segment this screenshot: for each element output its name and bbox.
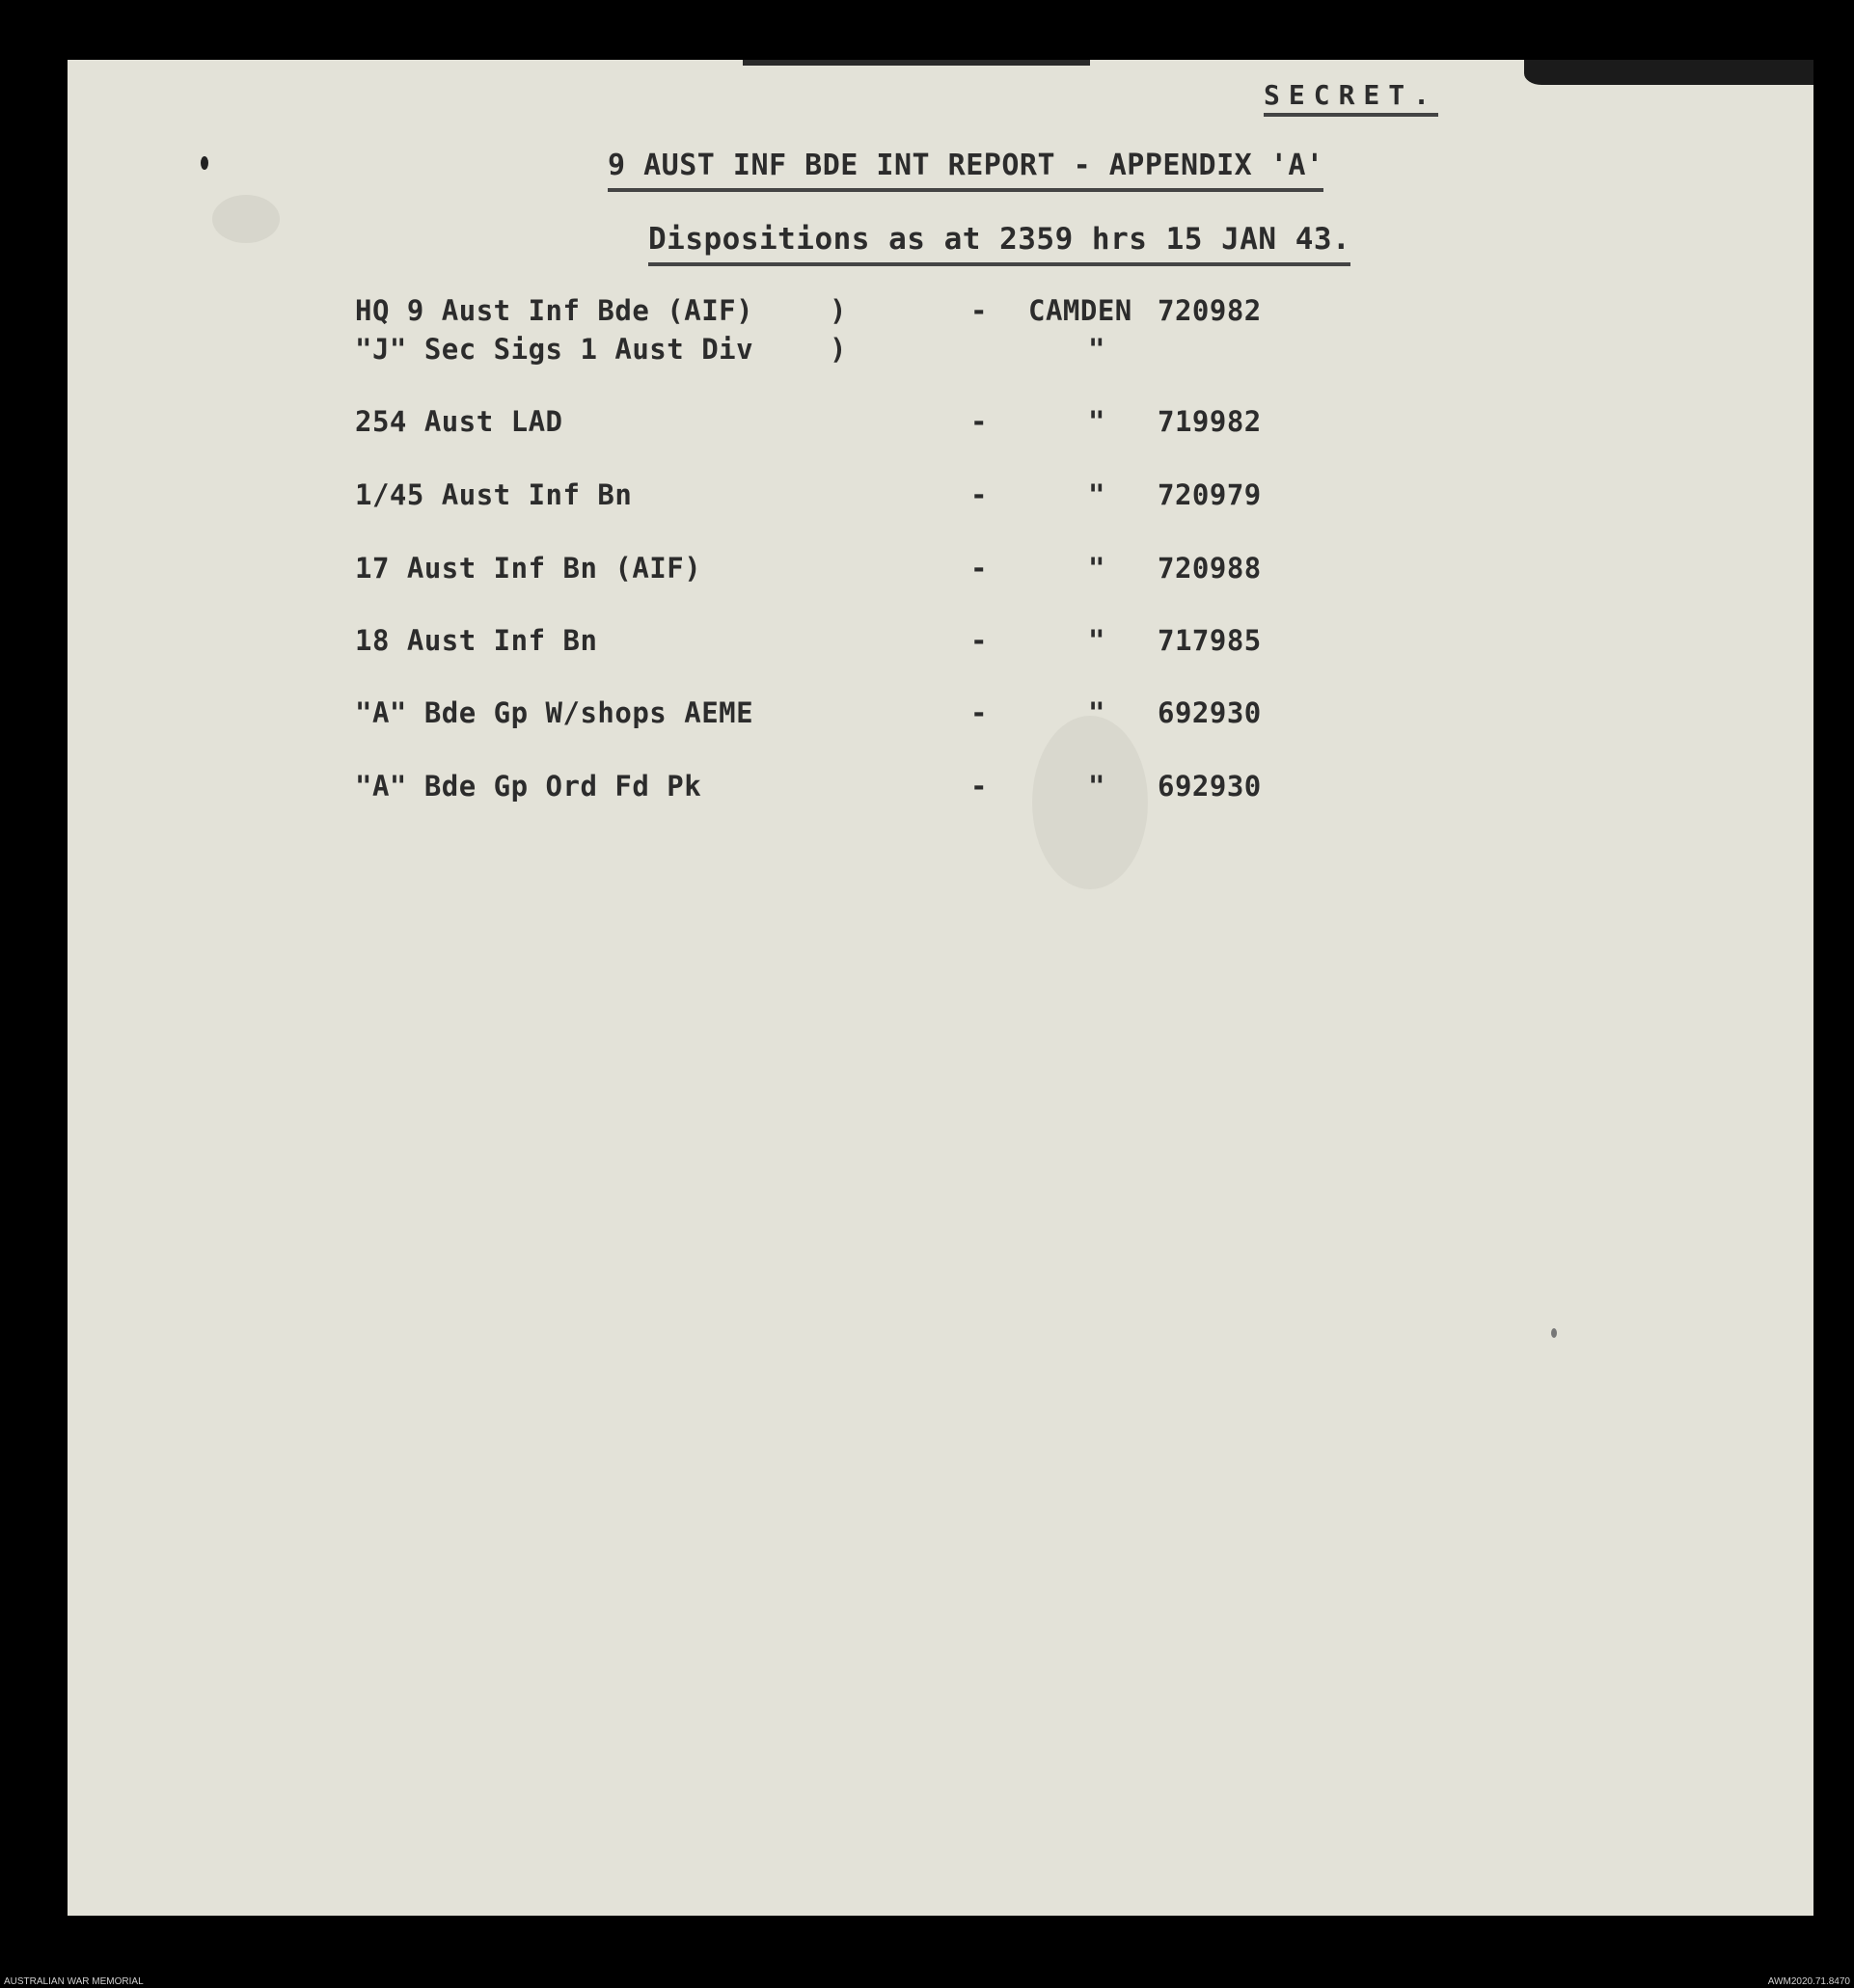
grid-reference: 720979	[1158, 478, 1262, 511]
separator-dash: -	[970, 770, 988, 803]
grouping-bracket: )	[830, 333, 847, 366]
paper-crease-mark	[212, 195, 280, 243]
archive-credit: AUSTRALIAN WAR MEMORIAL	[4, 1976, 144, 1987]
separator-dash: -	[970, 624, 988, 657]
report-subtitle: Dispositions as at 2359 hrs 15 JAN 43.	[648, 222, 1350, 266]
separator-dash: -	[970, 294, 988, 327]
ditto-mark: "	[1088, 405, 1105, 438]
location-name: CAMDEN	[1028, 294, 1132, 327]
ditto-mark: "	[1088, 478, 1105, 511]
grid-reference: 719982	[1158, 405, 1262, 438]
unit-name: "A" Bde Gp W/shops AEME	[355, 696, 754, 729]
archive-reference: AWM2020.71.8470	[1767, 1976, 1850, 1987]
ditto-mark: "	[1088, 696, 1105, 729]
report-title: 9 AUST INF BDE INT REPORT - APPENDIX 'A'	[608, 149, 1323, 192]
unit-name: HQ 9 Aust Inf Bde (AIF)	[355, 294, 754, 327]
torn-page-edge-top	[743, 60, 1090, 66]
unit-name: "A" Bde Gp Ord Fd Pk	[355, 770, 702, 803]
separator-dash: -	[970, 478, 988, 511]
unit-name: "J" Sec Sigs 1 Aust Div	[355, 333, 754, 366]
grid-reference: 692930	[1158, 696, 1262, 729]
grid-reference: 720988	[1158, 552, 1262, 585]
smudge-mark	[1032, 716, 1148, 889]
unit-name: 254 Aust LAD	[355, 405, 563, 438]
separator-dash: -	[970, 552, 988, 585]
grid-reference: 720982	[1158, 294, 1262, 327]
grid-reference: 717985	[1158, 624, 1262, 657]
ditto-mark: "	[1088, 770, 1105, 803]
unit-name: 18 Aust Inf Bn	[355, 624, 598, 657]
ink-spot	[201, 156, 208, 170]
unit-name: 1/45 Aust Inf Bn	[355, 478, 633, 511]
unit-name: 17 Aust Inf Bn (AIF)	[355, 552, 702, 585]
classification-stamp: SECRET.	[1264, 79, 1438, 117]
torn-page-edge	[1524, 60, 1813, 85]
separator-dash: -	[970, 405, 988, 438]
ditto-mark: "	[1088, 333, 1105, 366]
ditto-mark: "	[1088, 552, 1105, 585]
grid-reference: 692930	[1158, 770, 1262, 803]
document-page	[68, 60, 1813, 1916]
ink-speck	[1551, 1328, 1557, 1338]
grouping-bracket: )	[830, 294, 847, 327]
ditto-mark: "	[1088, 624, 1105, 657]
separator-dash: -	[970, 696, 988, 729]
